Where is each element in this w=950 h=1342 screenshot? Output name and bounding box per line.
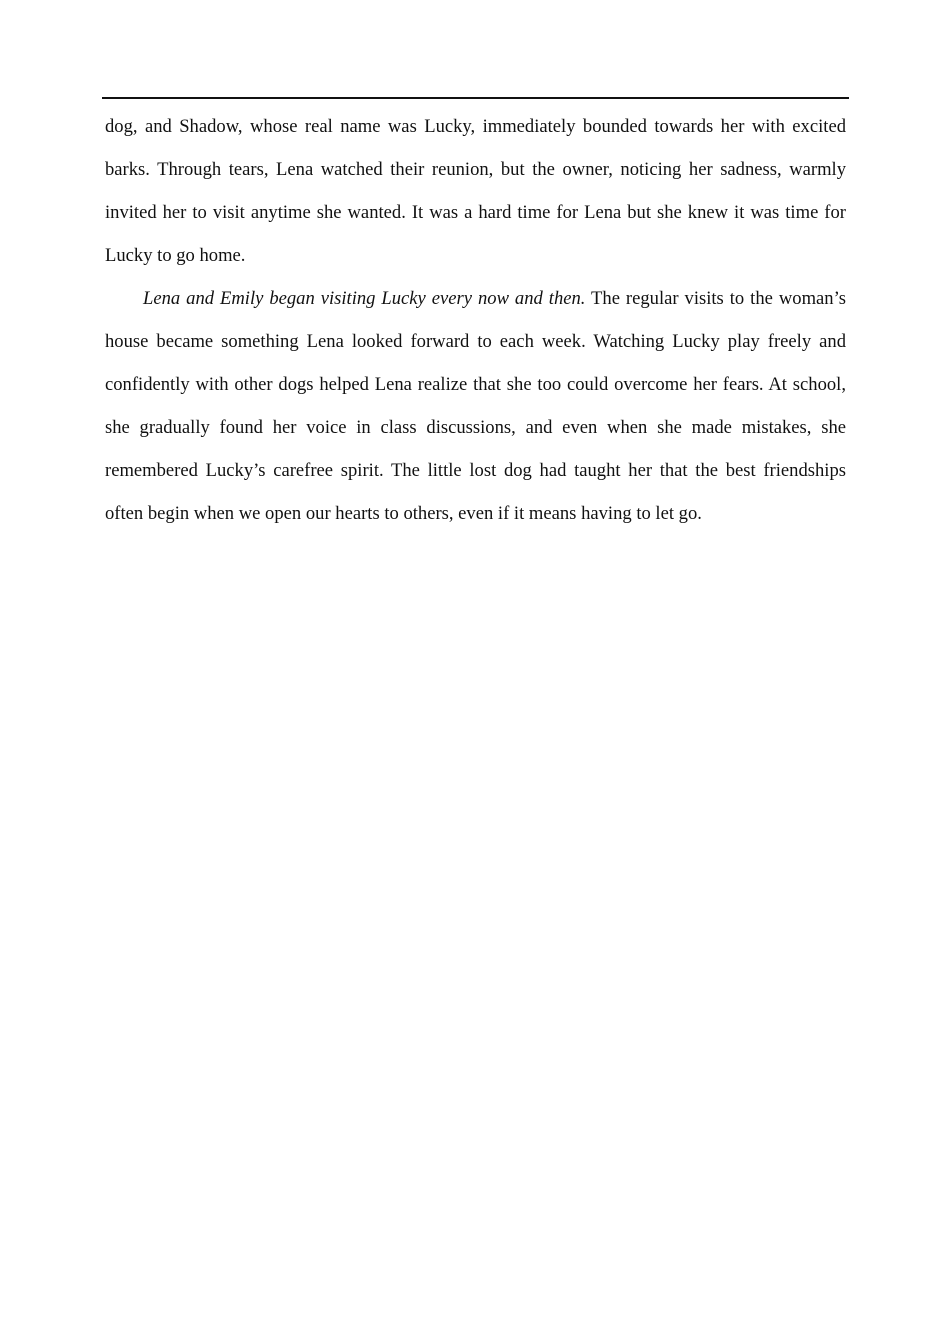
paragraph-2-lead: Lena and Emily began visiting Lucky every now and then. <box>143 288 586 309</box>
document-body <box>105 105 846 535</box>
paragraph-2-text: The regular visits to the woman’s house became something Lena looked forward to each week. Watching Lucky play freely and confidently with other dogs helped Lena realize that she too could overcome her fears. At school, she gradually found her voice in class discussions, and even when she made mistakes, she remembered Lucky’s carefree spirit. The little lost dog had taught her that the best friendships often begin when we open our hearts to others, even if it means having to let go. <box>105 288 846 524</box>
paragraph-1-text: dog, and Shadow, whose real name was Lucky, immediately bounded towards her with excited barks. Through tears, Lena watched their reunion, but the owner, noticing her sadness, warmly invited her to visit anytime she wanted. It was a hard time for Lena but she knew it was time for Lucky to go home. <box>105 116 846 266</box>
header-rule <box>102 97 849 99</box>
paragraph-1 <box>105 105 846 277</box>
paragraph-2 <box>105 277 846 535</box>
